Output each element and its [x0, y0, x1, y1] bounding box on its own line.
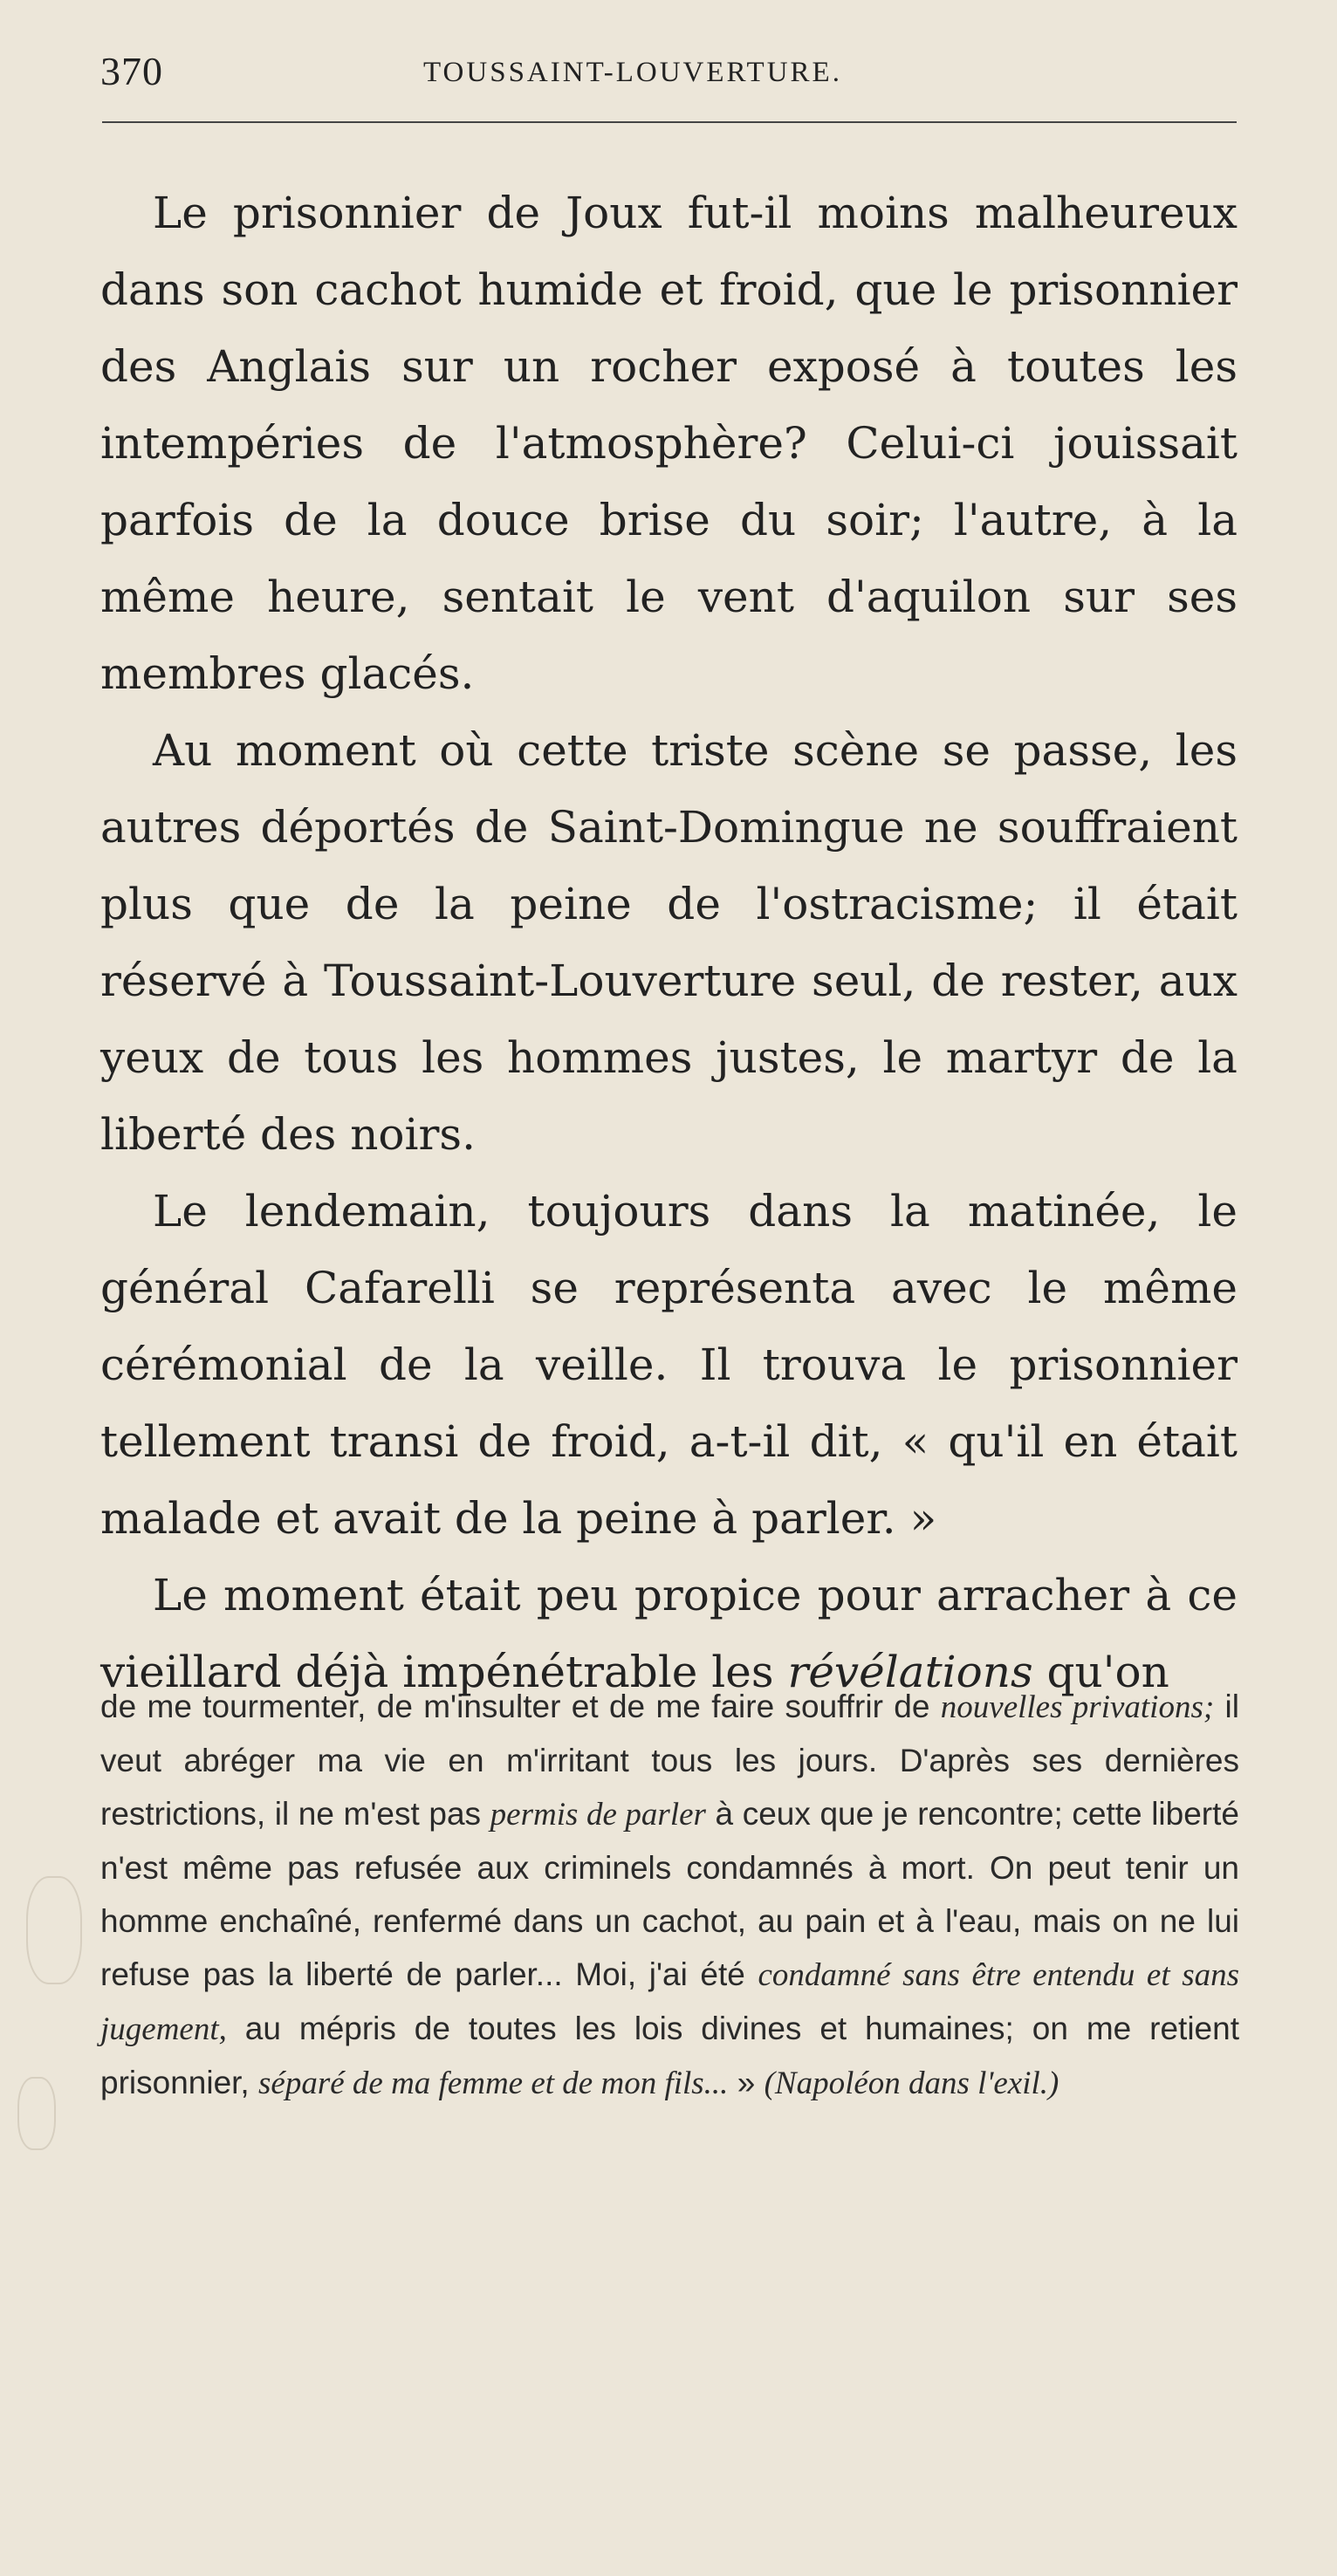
footnote [100, 1680, 1239, 2110]
footnote-text-1: de me tourmenter, de m'insulter et de me faire souffrir de [100, 1689, 941, 1724]
footnote-text-5: » [728, 2065, 764, 2100]
paragraph-4-text-b: qu'on [1032, 1647, 1169, 1697]
running-title: TOUSSAINT-LOUVERTURE. [423, 57, 842, 88]
footnote-italic-5: (Napoléon dans l'exil.) [764, 2066, 1059, 2101]
paragraph-3: Le lendemain, toujours dans la matinée, le général Cafarelli se représenta avec le même cérémonial de la veille. Il trouva le prisonnier tellement transi de froid, a-t-il dit, « qu'il en était malade et avait de la peine à parler. » [100, 1186, 1238, 1544]
paper-stain [26, 1876, 82, 1984]
footnote-text-2: il veut abréger ma vie en m'irritant tous les jours. D'après ses dernières restrictions, il ne m'est pas [100, 1689, 1239, 1832]
main-text [100, 175, 1238, 1710]
footnote-italic-4: séparé de ma femme et de mon fils... [258, 2066, 729, 2101]
footnote-text-3: à ceux que je rencontre; cette liberté n'est même pas refusée aux criminels condamnés à mort. On peut tenir un homme enchaîné, renfermé dans un cachot, au pain et à l'eau, mais on ne lui refuse pas la liberté de parler... Moi, j'ai été [100, 1796, 1239, 1992]
page-header [100, 48, 1235, 100]
footnote-italic-1: nouvelles privations; [940, 1689, 1215, 1725]
paragraph-4-text-a: Le moment était peu propice pour arracher à ce vieillard déjà impénétrable les [100, 1570, 1238, 1697]
paragraph-2: Au moment où cette triste scène se passe, les autres déportés de Saint-Domingue ne souffraient plus que de la peine de l'ostracisme; il était réservé à Toussaint-Louverture seul, de rester, aux yeux de tous les hommes justes, le martyr de la liberté des noirs. [100, 725, 1238, 1160]
footnote-italic-3: condamné sans être entendu et sans jugement, [100, 1957, 1240, 2047]
header-rule [102, 121, 1237, 123]
footnote-italic-2: permis de parler [490, 1797, 706, 1833]
paragraph-4-italic: révélations [787, 1647, 1033, 1697]
footnote-text-4: au mépris de toutes les lois divines et humaines; on me retient prisonnier, [100, 2011, 1239, 2100]
paper-stain [17, 2077, 56, 2150]
paragraph-1: Le prisonnier de Joux fut-il moins malheureux dans son cachot humide et froid, que le prisonnier des Anglais sur un rocher exposé à toutes les intempéries de l'atmosphère? Celui-ci jouissait parfois de la douce brise du soir; l'autre, à la même heure, sentait le vent d'aquilon sur ses membres glacés. [100, 188, 1238, 699]
page-number: 370 [100, 49, 163, 93]
